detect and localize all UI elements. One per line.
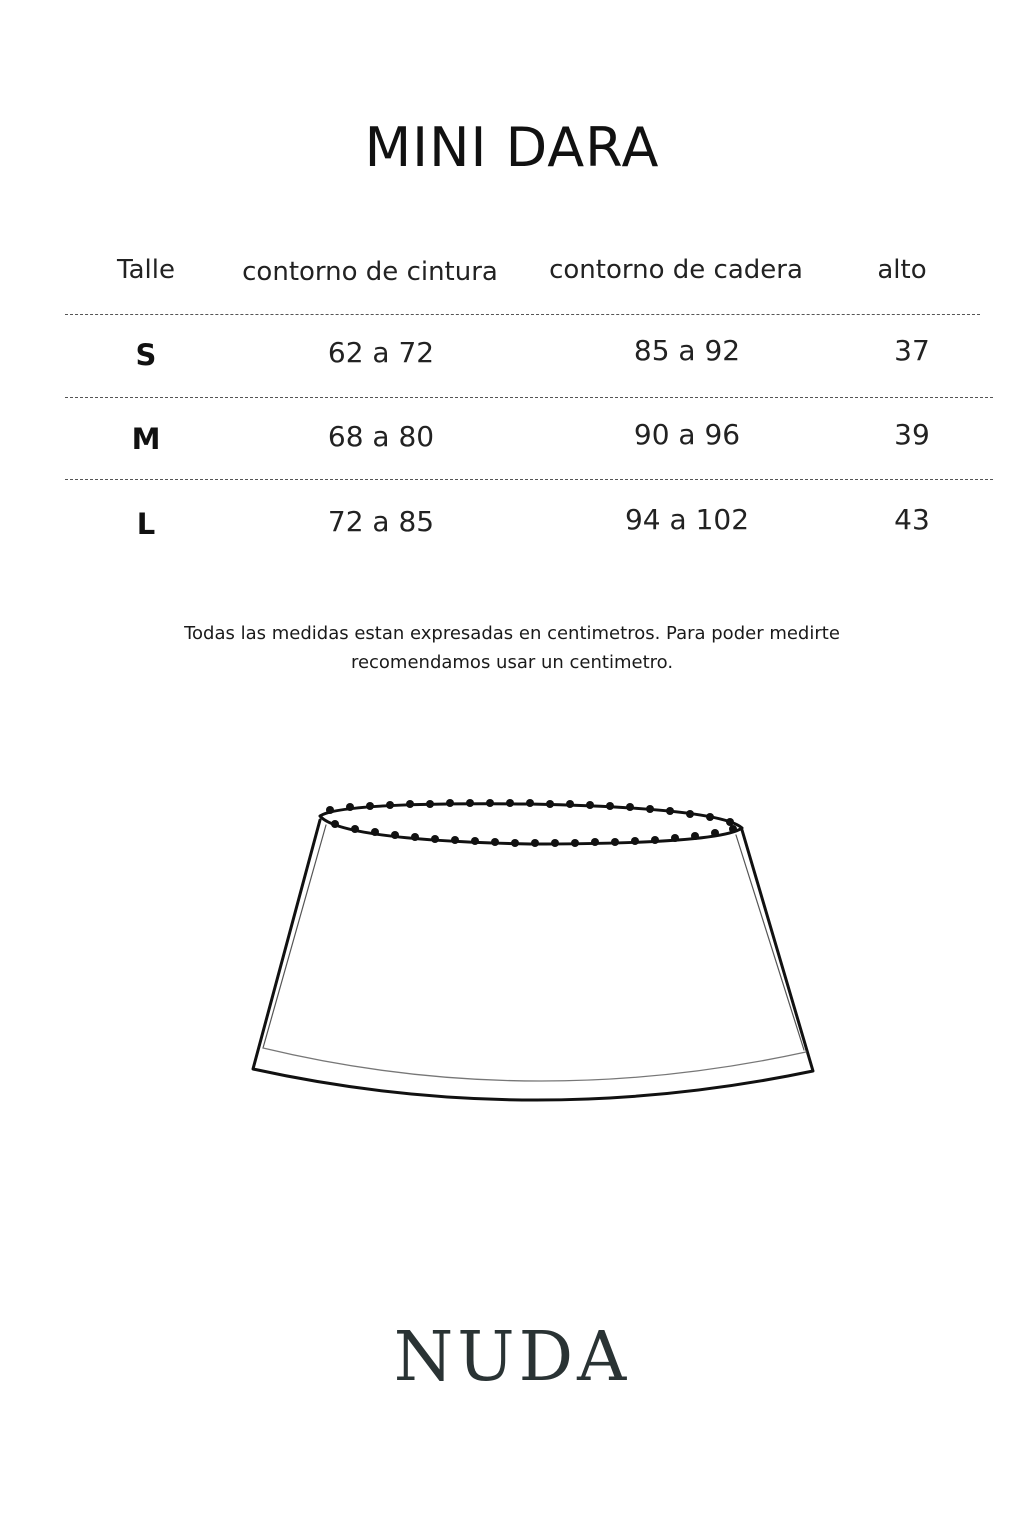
header-hip: contorno de cadera — [549, 255, 803, 285]
table-divider — [65, 314, 980, 315]
table-divider — [65, 397, 993, 398]
size-label: M — [131, 422, 161, 456]
waist-value: 68 a 80 — [327, 420, 435, 453]
hip-value: 85 a 92 — [633, 334, 741, 367]
skirt-illustration-icon — [230, 780, 830, 1130]
header-waist: contorno de cintura — [242, 257, 498, 287]
page-title: MINI DARA — [364, 116, 660, 179]
height-value: 37 — [894, 334, 930, 367]
waist-value: 72 a 85 — [327, 505, 435, 538]
height-value: 39 — [894, 418, 930, 451]
brand-logo: NUDA — [393, 1318, 631, 1397]
hip-value: 94 a 102 — [624, 503, 750, 536]
table-divider — [65, 479, 993, 480]
note-line-1: Todas las medidas estan expresadas en centimetros. Para poder medirte — [184, 623, 840, 644]
height-value: 43 — [894, 503, 930, 536]
waist-value: 62 a 72 — [327, 336, 435, 369]
note-line-2: recomendamos usar un centimetro. — [350, 652, 674, 673]
size-label: L — [136, 507, 156, 541]
hip-value: 90 a 96 — [633, 418, 741, 451]
size-label: S — [135, 338, 157, 372]
header-talle: Talle — [117, 255, 175, 285]
measurement-note — [0, 619, 1024, 677]
header-height: alto — [877, 255, 927, 285]
